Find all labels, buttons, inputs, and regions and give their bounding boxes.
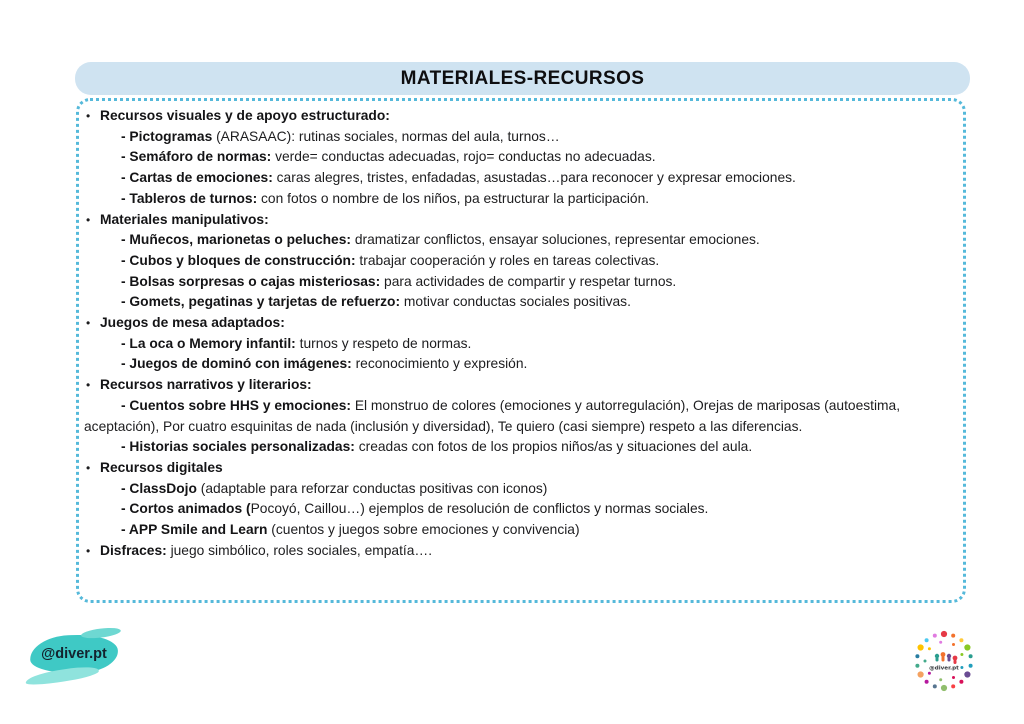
list-item-detail (84, 520, 927, 541)
list-item-detail (84, 189, 927, 210)
item-detail-text: El monstruo de colores (emociones y autorregulación), Orejas de mariposas (autoestima, aceptación), Por cuatro esquinitas de nada (inclusión y diversidad), Te quiero (casi siempre) respeto a las diferencias. (84, 397, 901, 434)
item-detail-text: (cuentos y juegos sobre emociones y convivencia) (267, 522, 580, 538)
logo-ring-dot (951, 684, 955, 688)
list-item-detail (84, 272, 927, 293)
list-item-category (84, 210, 927, 231)
title-bar (75, 62, 970, 95)
item-lead-text: - Muñecos, marionetas o peluches: (121, 232, 351, 248)
logo-ring-dot (969, 664, 973, 668)
list-item-detail (84, 147, 927, 168)
item-lead-text: - APP Smile and Learn (121, 522, 268, 538)
item-lead-text: Recursos narrativos y literarios: (100, 377, 312, 393)
item-lead-text: Recursos visuales y de apoyo estructurado: (100, 108, 390, 123)
bullet-marker: • (86, 212, 91, 227)
item-detail-text: juego simbólico, roles sociales, empatía…. (166, 542, 433, 558)
logo-ring-dot (918, 671, 924, 677)
logo-ring-dot (915, 664, 919, 668)
logo-ring-dot (951, 634, 955, 638)
item-detail-text: dramatizar conflictos, ensayar soluciones, representar emociones. (351, 232, 760, 248)
list-item-detail (84, 292, 927, 313)
logo-ring-dot (941, 685, 947, 691)
item-lead-text: - Bolsas sorpresas o cajas misteriosas: (121, 273, 381, 289)
logo-figures (935, 652, 958, 664)
item-lead-text: - ClassDojo (121, 480, 197, 496)
materials-list (84, 106, 927, 596)
logo-inner-dot (939, 641, 942, 644)
logo-ring-dot (915, 654, 919, 658)
logo-ring-dot (918, 644, 924, 650)
diver-logo (910, 627, 978, 695)
bullet-marker: • (86, 109, 91, 123)
item-lead-text: - Cartas de emociones: (121, 170, 273, 186)
item-lead-text: - La oca o Memory infantil: (121, 335, 296, 351)
logo-ring-dot (933, 684, 937, 688)
item-detail-text: (ARASAAC): rutinas sociales, normas del aula, turnos… (212, 128, 560, 144)
list-item-detail (84, 168, 927, 189)
logo-inner-dot (928, 647, 931, 650)
item-lead-text: - Cuentos sobre HHS y emociones: (121, 397, 351, 413)
list-item-category (84, 106, 927, 127)
item-lead-text: - Gomets, pegatinas y tarjetas de refuerzo: (121, 294, 401, 310)
item-detail-text: motivar conductas sociales positivas. (400, 294, 631, 310)
logo-ring-dot (964, 671, 970, 677)
logo-inner-dot (928, 672, 931, 675)
item-lead-text: - Tableros de turnos: (121, 190, 258, 206)
list-item-detail (84, 437, 927, 458)
item-lead-text: Recursos digitales (100, 459, 223, 475)
item-lead-text: - Cubos y bloques de construcción: (121, 252, 356, 268)
list-item-detail (84, 479, 927, 500)
list-item-detail (84, 230, 927, 251)
list-item-category (84, 458, 927, 479)
item-lead-text: Juegos de mesa adaptados: (100, 315, 285, 331)
item-detail-text: (adaptable para reforzar conductas positivas con iconos) (196, 480, 548, 496)
content-box (76, 98, 966, 603)
logo-ring-dot (959, 680, 963, 684)
bullet-marker: • (86, 543, 91, 558)
page-title: MATERIALES-RECURSOS (400, 67, 645, 89)
item-lead-text: - Semáforo de normas: (121, 149, 272, 165)
bullet-marker: • (86, 316, 91, 331)
item-lead-text: Disfraces: (100, 542, 167, 558)
item-detail-text: reconocimiento y expresión. (351, 356, 528, 372)
list-item-detail (84, 499, 927, 520)
logo-ring-dot (969, 654, 973, 658)
item-lead-text: Materiales manipulativos: (100, 211, 269, 227)
logo-dots-icon (910, 627, 978, 695)
logo-center-text: @diver.pt (929, 665, 959, 672)
author-badge (26, 629, 122, 685)
logo-ring-dot (925, 680, 929, 684)
list-item-category (84, 313, 927, 334)
item-detail-text: trabajar cooperación y roles en tareas colectivas. (355, 252, 660, 268)
list-item-category (84, 541, 927, 562)
item-lead-text: - Juegos de dominó con imágenes: (121, 356, 352, 372)
author-handle: @diver.pt (41, 646, 107, 662)
item-detail-text: para actividades de compartir y respetar turnos. (380, 273, 677, 289)
item-lead-text: - Pictogramas (121, 128, 213, 144)
item-detail-text: caras alegres, tristes, enfadadas, asustadas…para reconocer y expresar emociones. (272, 170, 796, 186)
item-detail-text: creadas con fotos de los propios niños/as y situaciones del aula. (354, 439, 753, 455)
item-detail-text: con fotos o nombre de los niños, pa estructurar la participación. (257, 190, 650, 206)
logo-inner-dot (939, 678, 942, 681)
logo-inner-dot (952, 643, 955, 646)
item-detail-text: verde= conductas adecuadas, rojo= conductas no adecuadas. (271, 149, 656, 165)
item-detail-text: Pocoyó, Caillou…) ejemplos de resolución de conflictos y normas sociales. (250, 501, 709, 517)
logo-ring-dot (964, 644, 970, 650)
logo-inner-dot (924, 660, 927, 663)
list-item-detail (84, 334, 927, 355)
logo-ring-dot (941, 631, 947, 637)
item-detail-text: turnos y respeto de normas. (295, 335, 472, 351)
list-item-detail (84, 251, 927, 272)
logo-ring-dot (959, 638, 963, 642)
item-lead-text: - Cortos animados ( (121, 501, 251, 517)
logo-inner-dot (960, 653, 963, 656)
logo-inner-dot (952, 676, 955, 679)
item-lead-text: - Historias sociales personalizadas: (121, 439, 355, 455)
logo-ring-dot (933, 634, 937, 638)
bullet-marker: • (86, 460, 91, 475)
list-item-category (84, 375, 927, 396)
logo-ring-dot (925, 638, 929, 642)
list-item-detail (84, 354, 927, 375)
list-item-detail (84, 396, 927, 437)
bullet-marker: • (86, 378, 91, 393)
logo-inner-dot (960, 666, 963, 669)
list-item-detail (84, 127, 927, 148)
